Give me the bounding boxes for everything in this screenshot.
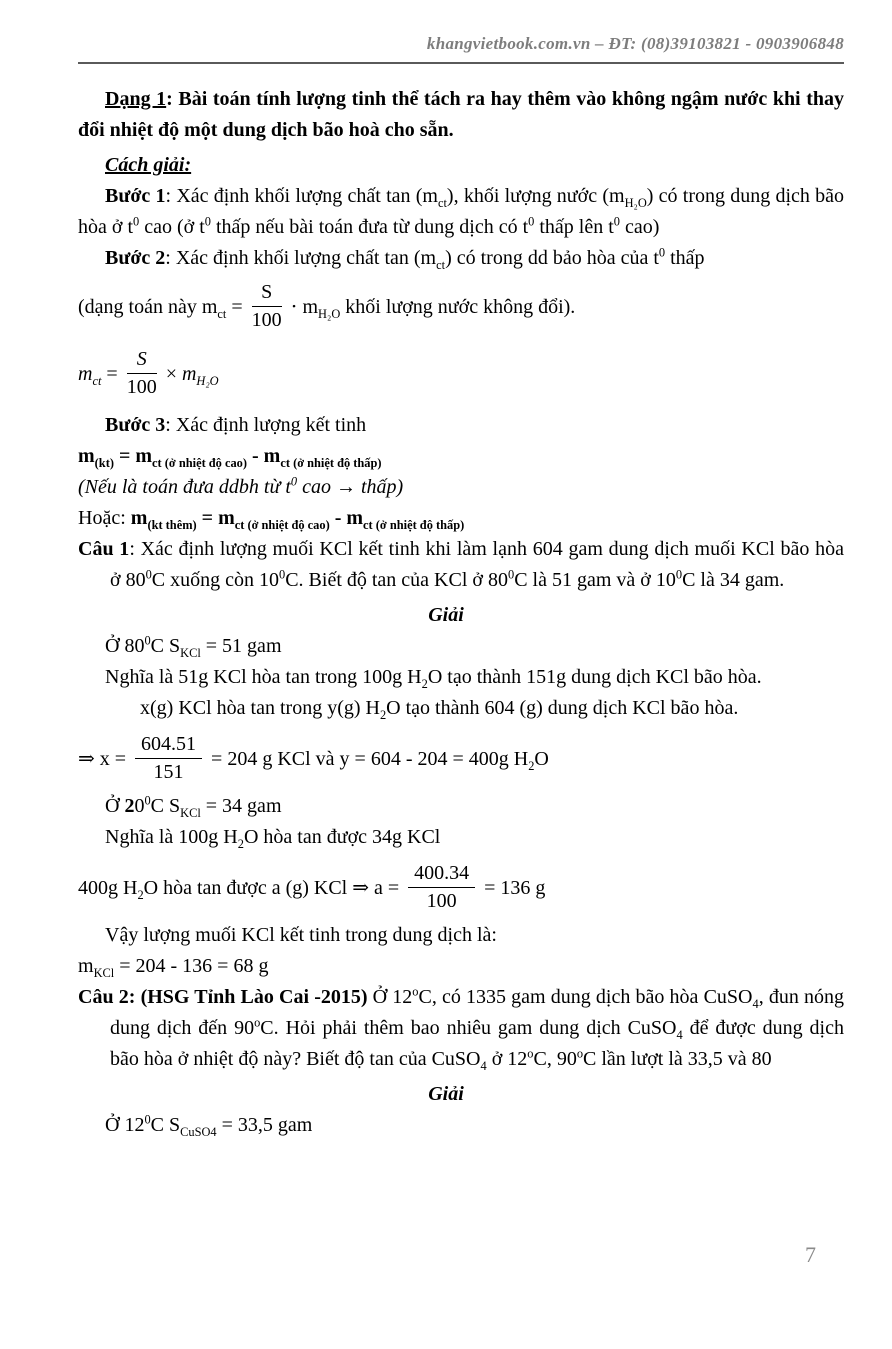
text-segment: ở 12 [486, 1048, 528, 1070]
text-segment: m [181, 363, 197, 386]
text-segment: Ở 80 [105, 635, 145, 657]
text-segment: ct [437, 196, 447, 210]
site-header [78, 34, 844, 54]
text-segment: : [128, 986, 141, 1008]
text-segment: = 204 - 136 = 68 g [114, 955, 269, 977]
text-segment: thấp [665, 247, 705, 269]
text-segment: : Bài toán tính lượng tinh thể tách ra hay thêm vào không ngậm nước khi thay đổi nhiệt độ một dung dịch bão hoà cho sẵn. [78, 88, 844, 141]
text-segment: o [412, 984, 419, 999]
text-segment: KCl [180, 646, 201, 660]
text-segment: : Xác định lượng muối KCl kết tinh khi làm lạnh 604 gam dung dịch muối KCl bão hòa ở 80 [110, 538, 844, 591]
text-segment: 0 [658, 245, 666, 260]
text-segment: o [576, 1046, 584, 1061]
text-segment: m [218, 507, 235, 529]
text-segment: = 33,5 gam [216, 1114, 313, 1136]
text-segment: O hòa tan được 34g KCl [243, 826, 441, 848]
text-segment: ⋅ m [285, 296, 319, 319]
cach-giai-label [78, 150, 844, 181]
text-segment: C S [150, 1114, 181, 1136]
text-segment: = [113, 445, 136, 467]
text-segment: ct (ở nhiệt độ thấp) [363, 518, 465, 532]
text-segment: (HSG Tỉnh Lào Cai -2015) [140, 986, 368, 1008]
text-segment: ct (ở nhiệt độ cao) [234, 518, 330, 532]
text-segment: m [346, 507, 364, 529]
text-segment: ), khối lượng nước (m [446, 185, 625, 207]
text-segment: 0 [134, 795, 145, 817]
text-segment: O tạo thành 604 (g) dung dịch KCl bão hòa. [386, 697, 739, 719]
formula-mkt [78, 441, 844, 472]
text-segment: 4 [480, 1059, 487, 1073]
text-segment: 4 [676, 1028, 683, 1042]
text-segment: 0 [290, 474, 298, 489]
text-segment: C là 34 gam. [682, 569, 785, 591]
cau1-problem [78, 534, 844, 596]
text-segment: m [78, 363, 93, 386]
text-segment: o [527, 1046, 534, 1061]
text-segment: CuSO4 [180, 1125, 217, 1139]
text-segment: = [226, 296, 248, 319]
text-segment: H₂O [624, 196, 647, 210]
text-segment: = [196, 507, 219, 529]
line-xg [78, 693, 844, 724]
text-segment: 0 [279, 567, 286, 582]
header-rule [78, 62, 844, 64]
text-segment: C là 51 gam và ở 10 [514, 569, 676, 591]
text-segment: H₂O [318, 307, 341, 322]
text-segment: O [534, 748, 549, 771]
note-italic [78, 472, 844, 503]
text-segment: : Xác định khối lượng chất tan (m [165, 247, 437, 269]
text-segment: C, 90 [533, 1048, 577, 1070]
text-segment: = [101, 363, 123, 386]
text-segment: Vậy lượng muối KCl kết tinh trong dung dịch là: [105, 924, 497, 946]
fraction: $\frac{400.34}{100}$ [408, 862, 475, 913]
text-segment: Bước 3 [105, 414, 166, 436]
text-segment: m [78, 445, 95, 467]
giai-label-1 [78, 600, 844, 631]
line-nghia-51 [78, 662, 844, 693]
text-segment: Giải [428, 604, 464, 626]
text-segment: 4 [752, 997, 759, 1011]
text-segment: = 34 gam [200, 795, 282, 817]
text-segment: khối lượng nước không đổi). [340, 296, 576, 319]
text-segment: C. Biết độ tan của KCl ở 80 [285, 569, 508, 591]
text-segment: 400g H [78, 877, 138, 900]
giai-label-2 [78, 1079, 844, 1110]
line-nghia-100 [78, 822, 844, 853]
text-segment: O tạo thành 151g dung dịch KCl bão hòa. [427, 666, 762, 688]
text-segment: : Xác định khối lượng chất tan (m [165, 185, 438, 207]
text-segment: (kt thêm) [147, 518, 197, 532]
text-segment: : Xác định lượng kết tinh [165, 414, 367, 436]
text-segment: ⇒ x = [78, 748, 132, 771]
text-segment: , đun nóng dung dịch đến 90 [110, 986, 845, 1039]
text-segment: = 204 g KCl và y = 604 - 204 = 400g H [206, 748, 529, 771]
text-segment: Ở [105, 795, 125, 817]
line-s12 [78, 1110, 844, 1141]
text-segment: 2 [124, 795, 135, 817]
text-segment: Nghĩa là 100g H [105, 826, 238, 848]
buoc3-step [78, 410, 844, 441]
text-segment: C S [150, 635, 181, 657]
text-segment: 0 [144, 633, 151, 648]
text-segment: 2 [421, 677, 428, 691]
text-segment: ct [217, 307, 227, 322]
text-segment: - [247, 445, 264, 467]
text-segment: để được dung dịch bão hòa ở nhiệt độ này? Biết độ tan của CuSO [110, 1017, 844, 1070]
text-segment: o [254, 1015, 261, 1030]
text-segment: C, có 1335 gam dung dịch bão hòa CuSO [418, 986, 753, 1008]
cau2-problem [78, 982, 844, 1075]
text-segment: cao → thấp) [297, 476, 404, 498]
line-s80 [78, 631, 844, 662]
text-segment: 2 [379, 708, 387, 722]
text-segment: (kt) [94, 456, 114, 470]
text-segment: (Nếu là toán đưa ddbh từ t [78, 476, 291, 498]
text-segment: Hoặc: [78, 507, 131, 529]
site-header-text: khangvietbook.com.vn – ĐT: (08)39103821 - 0903906848 [426, 34, 844, 53]
page-number: 7 [805, 1242, 816, 1267]
text-segment: KCl [180, 806, 201, 820]
text-segment: × [160, 363, 182, 386]
text-segment: 0 [528, 214, 535, 229]
line-vay [78, 920, 844, 951]
text-segment: x(g) KCl hòa tan trong y(g) H [140, 697, 380, 719]
text-segment: 0 [144, 1112, 151, 1127]
text-segment: KCl [93, 966, 115, 980]
text-segment: m [263, 445, 281, 467]
text-segment: Ở 12 [367, 986, 413, 1008]
text-segment: ) có trong dung dịch bão hòa ở t [78, 185, 845, 238]
text-segment: Giải [428, 1083, 464, 1105]
line-s20 [78, 791, 844, 822]
text-segment: Bước 2 [105, 247, 166, 269]
text-segment: ) có trong dd bảo hòa của t [445, 247, 659, 269]
text-segment: H₂O [196, 374, 219, 389]
text-segment: (dạng toán này m [78, 296, 218, 319]
text-segment: ct (ở nhiệt độ thấp) [280, 456, 382, 470]
text-segment: thấp nếu bài toán đưa từ dung dịch có t [210, 216, 529, 238]
text-segment: = 136 g [479, 877, 546, 900]
note-formula-inline [78, 278, 844, 339]
text-segment: 0 [204, 214, 211, 229]
text-segment: 2 [237, 837, 244, 851]
text-segment: ct [92, 374, 102, 389]
text-segment: ct [436, 258, 446, 272]
text-segment: m [130, 507, 148, 529]
text-segment: Bước 1 [105, 185, 166, 207]
text-segment: 2 [137, 888, 144, 903]
text-segment: C. Hỏi phải thêm bao nhiêu gam dung dịch CuSO [260, 1017, 677, 1039]
text-segment: C S [150, 795, 181, 817]
text-segment: 0 [145, 567, 152, 582]
dang1-heading [78, 84, 844, 146]
text-segment: Nghĩa là 51g KCl hòa tan trong 100g H [105, 666, 422, 688]
text-segment: ct (ở nhiệt độ cao) [152, 456, 247, 470]
text-segment: = 51 gam [200, 635, 282, 657]
formula-x [78, 730, 844, 791]
buoc1-step [78, 181, 844, 243]
buoc2-step [78, 243, 844, 274]
fraction: $\frac{S}{100}$ [251, 281, 282, 331]
fraction: $\frac{S}{100}$ [126, 348, 157, 398]
text-segment: m [135, 445, 153, 467]
text-segment: Câu 1 [78, 538, 130, 560]
formula-mkt-them [78, 503, 844, 534]
fraction: $\frac{604.51}{151}$ [135, 733, 202, 784]
text-segment: cao (ở t [139, 216, 205, 238]
text-segment: - [329, 507, 347, 529]
text-segment: cao) [619, 216, 660, 238]
text-segment: 0 [144, 793, 151, 808]
formula-a [78, 859, 844, 920]
text-segment: C lần lượt là 33,5 và 80 [583, 1048, 772, 1070]
line-mkcl [78, 951, 844, 982]
text-segment: thấp lên t [534, 216, 614, 238]
text-segment: 0 [133, 214, 140, 229]
text-segment: 2 [528, 759, 535, 774]
document-body [78, 84, 844, 1141]
display-formula-mct [78, 345, 844, 406]
text-segment: Dạng 1 [105, 88, 167, 110]
text-segment: Câu 2 [78, 986, 129, 1008]
text-segment: Ở 12 [105, 1114, 145, 1136]
text-segment: Cách giải: [105, 154, 192, 176]
text-segment: 0 [675, 567, 683, 582]
text-segment: C xuống còn 10 [151, 569, 279, 591]
text-segment: 0 [507, 567, 515, 582]
text-segment: 0 [613, 214, 620, 229]
text-segment: O hòa tan được a (g) KCl ⇒ a = [143, 877, 405, 900]
text-segment: m [78, 955, 94, 977]
